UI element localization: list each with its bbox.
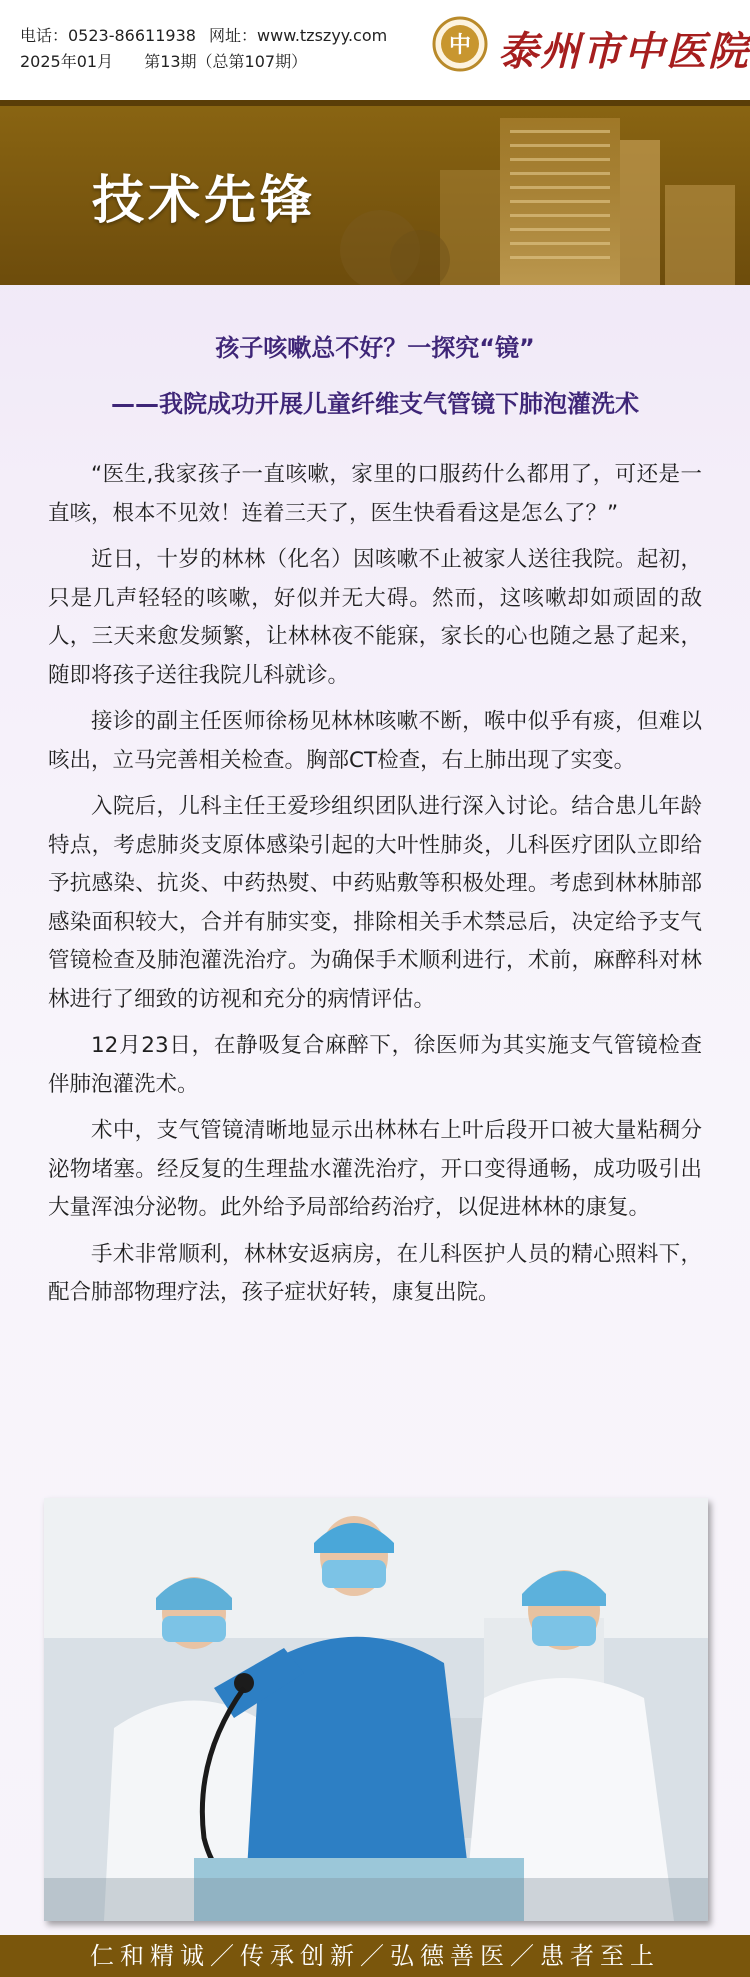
article-paragraph: 近日，十岁的林林（化名）因咳嗽不止被家人送往我院。起初，只是几声轻轻的咳嗽，好似并无大碍。然而，这咳嗽却如顽固的敌人，三天来愈发频繁，让林林夜不能寐，家长的心也随之悬了起来，随即将孩子送往我院儿科就诊。 <box>48 547 702 688</box>
issue-info <box>20 50 333 74</box>
article-paragraph: 接诊的副主任医师徐杨见林林咳嗽不断，喉中似乎有痰，但难以咳出，立马完善相关检查。胸部CT检查，右上肺出现了实变。 <box>48 709 702 773</box>
masthead <box>0 0 750 100</box>
article-body <box>48 456 702 1321</box>
article-paragraph: 入院后，儿科主任王爱珍组织团队进行深入讨论。结合患儿年龄特点，考虑肺炎支原体感染引起的大叶性肺炎，儿科医疗团队立即给予抗感染、抗炎、中药热熨、中药贴敷等积极处理。考虑到林林肺部感染面积较大，合并有肺实变，排除相关手术禁忌后，决定给予支气管镜检查及肺泡灌洗治疗。为确保手术顺利进行，术前，麻醉科对林林进行了细致的访视和充分的病情评估。 <box>48 794 702 1012</box>
article-paragraph: 手术非常顺利，林林安返病房，在儿科医护人员的精心照料下，配合肺部物理疗法，孩子症状好转，康复出院。 <box>48 1241 702 1305</box>
surgery-photo <box>44 1498 708 1921</box>
section-banner <box>0 100 750 285</box>
logo-character: 中 <box>448 32 472 58</box>
footer-slogan: 仁和精诚／传承创新／弘德善医／患者至上 <box>90 1942 660 1970</box>
hospital-name: 泰州市中医院 <box>498 28 750 75</box>
medical-team-photo-illustration <box>44 1498 708 1921</box>
contact-info <box>20 24 387 48</box>
article-paragraph: 12月23日，在静吸复合麻醉下，徐医师为其实施支气管镜检查伴肺泡灌洗术。 <box>48 1033 702 1097</box>
hospital-logo-icon <box>432 16 488 72</box>
article-paragraph: “医生,我家孩子一直咳嗽，家里的口服药什么都用了，可还是一直咳，根本不见效！连着三天了，医生快看看这是怎么了？” <box>48 462 702 526</box>
issue-date: 2025年01月 <box>20 52 114 71</box>
hospital-building-illustration <box>320 100 750 285</box>
website-label: 网址：www.tzszyy.com <box>209 26 388 45</box>
issue-number: 第13期（总第107期） <box>144 52 308 71</box>
article-subheadline: ——我院成功开展儿童纤维支气管镜下肺泡灌洗术 <box>111 390 639 418</box>
article-paragraph: 术中，支气管镜清晰地显示出林林右上叶后段开口被大量粘稠分泌物堵塞。经反复的生理盐水灌洗治疗，开口变得通畅，成功吸引出大量浑浊分泌物。此外给予局部给药治疗，以促进林林的康复。 <box>48 1118 702 1220</box>
phone-label: 电话：0523-86611938 <box>20 26 196 45</box>
article-headline: 孩子咳嗽总不好？一探究“镜” <box>215 334 535 362</box>
section-title: 技术先锋 <box>92 170 317 231</box>
